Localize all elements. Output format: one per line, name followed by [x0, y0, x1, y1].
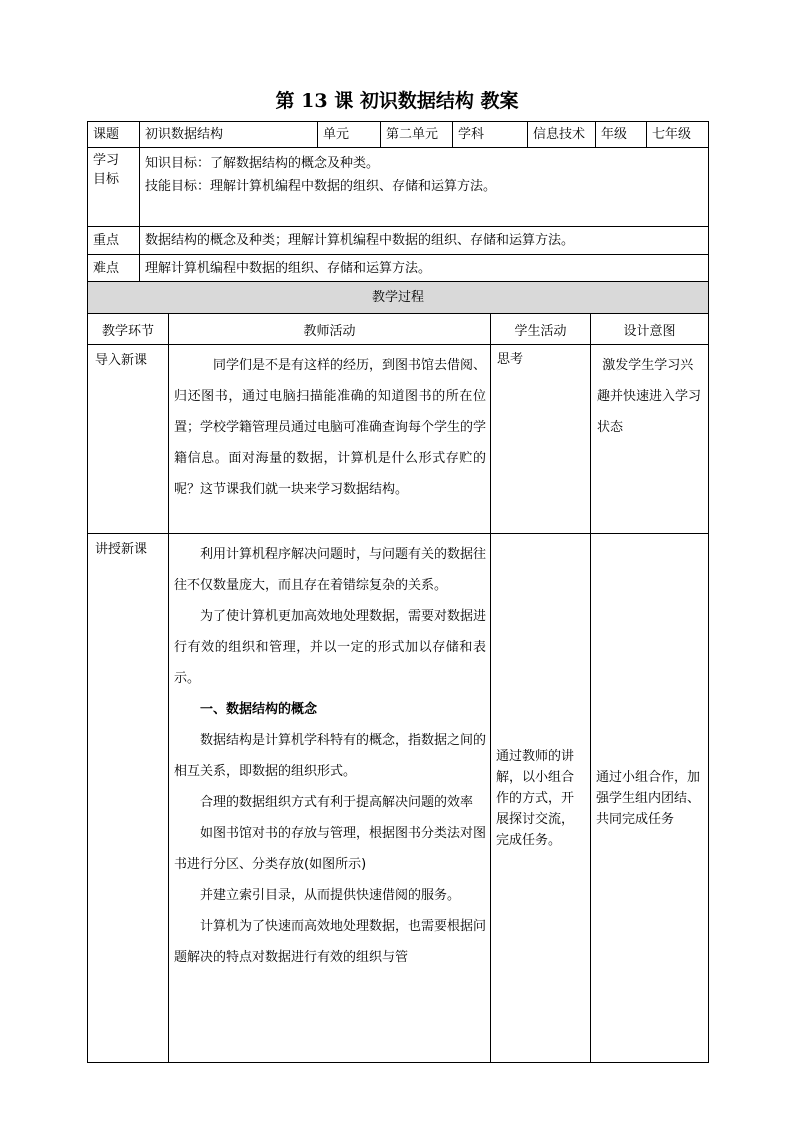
process-header: 教学过程: [88, 282, 709, 314]
teacher-intro-text: 同学们是不是有这样的经历，到图书馆去借阅、归还图书，通过电脑扫描能准确的知道图书的所在位置；学校学籍管理员通过电脑可准确查询每个学生的学籍信息。面对海量的数据，计算机是什么形式存贮的呢？这节课我们就一块来学习数据结构。: [174, 358, 487, 497]
col-header-teacher: 教师活动: [169, 314, 491, 345]
teacher-para-3: 数据结构是计算机学科特有的概念，指数据之间的相互关系，即数据的组织形式。: [174, 733, 487, 779]
table-row-intro: [88, 345, 709, 534]
lesson-info-table: [87, 121, 709, 314]
teacher-para-5: 如图书馆对书的存放与管理，根据图书分类法对图书进行分区、分类存放(如图所示): [174, 826, 487, 872]
col-header-stage: 教学环节: [88, 314, 169, 345]
student-new: 通过教师的讲解，以小组合作的方式，开展探讨交流，完成任务。: [491, 534, 591, 1063]
design-new: 通过小组合作，加强学生组内团结、共同完成任务: [591, 534, 709, 1063]
section-heading: 一、数据结构的概念: [200, 702, 318, 717]
col-header-student: 学生活动: [491, 314, 591, 345]
topic-value: 初识数据结构: [140, 122, 318, 148]
teacher-para-4: 合理的数据组织方式有利于提高解决问题的效率: [200, 795, 474, 810]
goals-label: [88, 148, 140, 227]
goal-skill: 技能目标：理解计算机编程中数据的组织、存储和运算方法。: [145, 179, 497, 194]
teacher-para-2: 为了使计算机更加高效地处理数据，需要对数据进行有效的组织和管理，并以一定的形式加以存储和表示。: [174, 609, 487, 686]
subject-value: 信息技术: [528, 122, 596, 148]
col-header-design: 设计意图: [591, 314, 709, 345]
student-intro: 思考: [491, 345, 591, 534]
design-intro: 激发学生学习兴趣并快速进入学习状态: [591, 345, 709, 534]
goals-label-line2: 目标: [93, 172, 120, 187]
grade-value: 七年级: [647, 122, 709, 148]
teacher-para-6: 并建立索引目录，从而提供快速借阅的服务。: [200, 888, 461, 903]
table-row-new: [88, 534, 709, 1063]
stage-new: 讲授新课: [88, 534, 169, 1063]
teacher-intro: [169, 345, 491, 534]
unit-label: 单元: [318, 122, 381, 148]
teacher-para-1: 利用计算机程序解决问题时，与问题有关的数据往往不仅数量庞大，而且存在着错综复杂的关系。: [174, 547, 487, 593]
unit-value: 第二单元: [381, 122, 453, 148]
teaching-process-table: [87, 313, 709, 1063]
difficulty-label: 难点: [88, 255, 140, 282]
page-title: 第 13 课 初识数据结构 教案: [275, 90, 519, 112]
key-value: 数据结构的概念及种类；理解计算机编程中数据的组织、存储和运算方法。: [140, 227, 709, 255]
subject-label: 学科: [453, 122, 528, 148]
teacher-para-7: 计算机为了快速而高效地处理数据，也需要根据问题解决的特点对数据进行有效的组织与管: [174, 919, 487, 965]
teacher-new: [169, 534, 491, 1063]
goals-label-line1: 学习: [93, 153, 120, 168]
grade-label: 年级: [596, 122, 647, 148]
difficulty-value: 理解计算机编程中数据的组织、存储和运算方法。: [140, 255, 709, 282]
goal-knowledge: 知识目标：了解数据结构的概念及种类。: [145, 156, 380, 171]
goals-value: [140, 148, 709, 227]
key-label: 重点: [88, 227, 140, 255]
stage-intro: 导入新课: [88, 345, 169, 534]
topic-label: 课题: [88, 122, 140, 148]
